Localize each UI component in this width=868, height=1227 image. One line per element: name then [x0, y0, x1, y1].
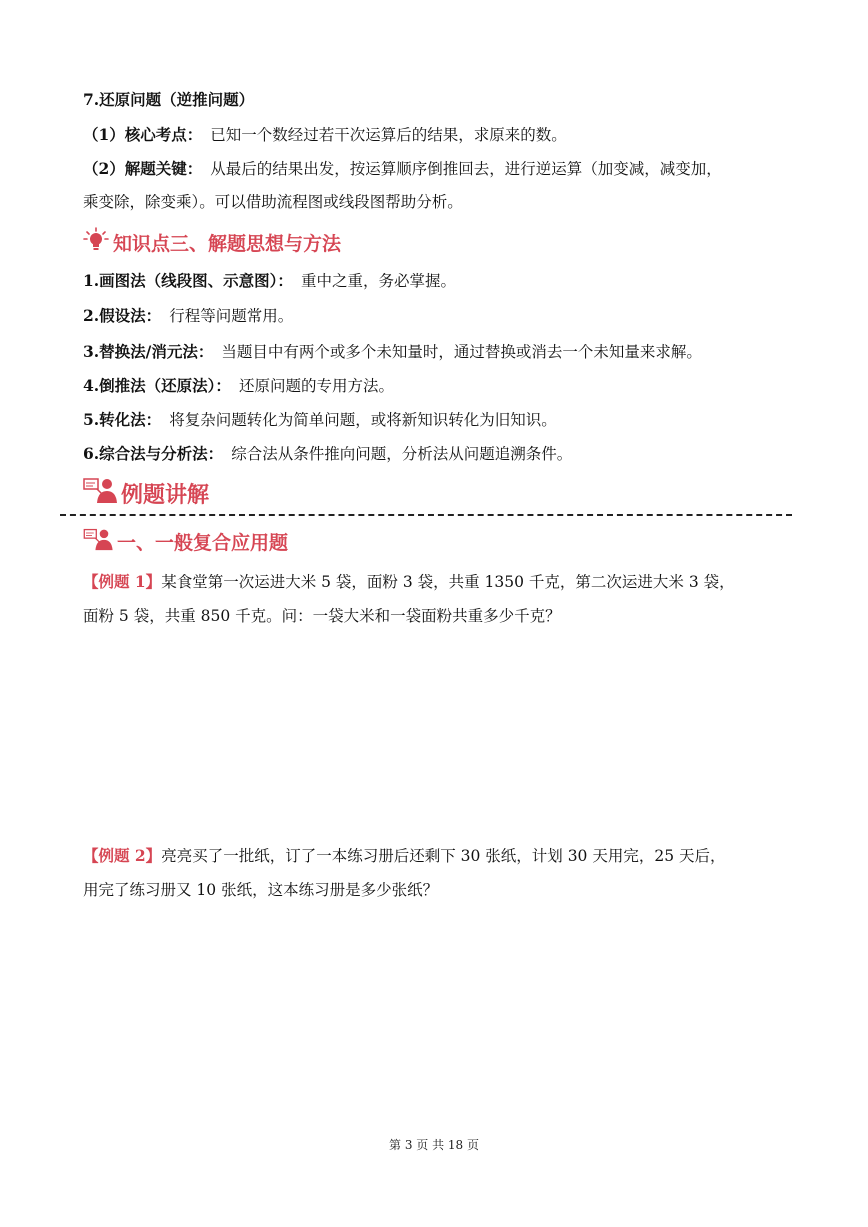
point-label: （1）核心考点： [83, 125, 203, 144]
example-label: 【例题 1】 [83, 572, 162, 591]
point-text: 已知一个数经过若干次运算后的结果，求原来的数。 [210, 126, 567, 144]
section7-title: 7.还原问题（逆推问题） [83, 90, 255, 109]
example2-continued: 用完了练习册又 10 张纸，这本练习册是多少张纸？ [83, 881, 439, 899]
method-text: 重中之重，务必掌握。 [300, 272, 456, 290]
method-item [83, 409, 783, 431]
method-item [83, 270, 783, 292]
method-label: 5.转化法： [83, 410, 162, 429]
example2 [83, 845, 783, 867]
method-label: 2.假设法： [83, 306, 162, 325]
method-text: 综合法从条件推向问题，分析法从问题追溯条件。 [231, 445, 573, 463]
method-item [83, 341, 783, 363]
knowledge3-heading [83, 227, 341, 257]
method-label: 1.画图法（线段图、示意图）： [83, 271, 293, 290]
teacher-icon [83, 476, 117, 510]
example-text: 亮亮买了一批纸，订了一本练习册后还剩下 30 张纸，计划 30 天用完，25 天后， [161, 847, 726, 865]
section7-point-2-continued: 乘变除，除变乘）。可以借助流程图或线段图帮助分析。 [83, 193, 463, 211]
point-label: （2）解题关键： [83, 159, 203, 178]
subsection1-title: 一、一般复合应用题 [117, 531, 289, 554]
method-item [83, 305, 783, 327]
example1-continued: 面粉 5 袋，共重 850 千克。问：一袋大米和一袋面粉共重多少千克？ [83, 607, 561, 625]
method-label: 3.替换法/消元法： [83, 342, 214, 361]
method-text: 还原问题的专用方法。 [238, 377, 394, 395]
section7-point-1 [83, 124, 783, 146]
teacher-icon [83, 527, 113, 556]
knowledge3-title: 知识点三、解题思想与方法 [113, 232, 342, 255]
point-text: 从最后的结果出发，按运算顺序倒推回去，进行逆运算（加变减，减变加， [210, 160, 722, 178]
method-item [83, 375, 783, 397]
method-label: 4.倒推法（还原法）： [83, 376, 231, 395]
method-text: 当题目中有两个或多个未知量时，通过替换或消去一个未知量来求解。 [221, 343, 702, 361]
example-label: 【例题 2】 [83, 846, 162, 865]
example1 [83, 571, 783, 593]
examples-heading [83, 478, 209, 508]
example-text: 某食堂第一次运进大米 5 袋，面粉 3 袋，共重 1350 千克，第二次运进大米 3 袋， [161, 573, 735, 591]
method-item [83, 443, 783, 465]
method-text: 行程等问题常用。 [169, 307, 294, 325]
section7-point-2 [83, 158, 783, 180]
section-divider [60, 514, 792, 516]
method-label: 6.综合法与分析法： [83, 444, 224, 463]
examples-title: 例题讲解 [121, 481, 210, 508]
method-text: 将复杂问题转化为简单问题，或将新知识转化为旧知识。 [169, 411, 557, 429]
subsection1-heading [83, 526, 288, 556]
page-number: 第 3 页 共 18 页 [389, 1138, 479, 1152]
lightbulb-icon [83, 227, 109, 258]
